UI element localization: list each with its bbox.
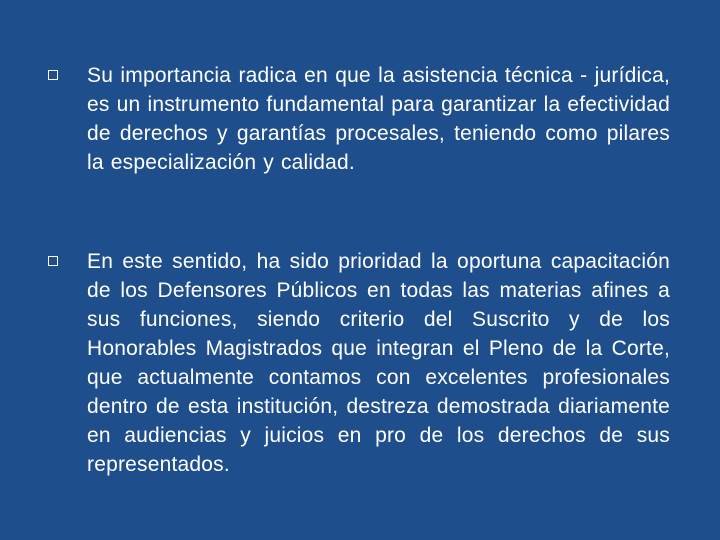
bullet-text: Su importancia radica en que la asistencia técnica - jurídica, es un instrumento fundamental para garantizar la efectividad de derechos y garantías procesales, teniendo como pilares la especialización y calidad. bbox=[87, 64, 670, 174]
square-bullet-icon bbox=[48, 256, 58, 266]
square-bullet-icon bbox=[48, 70, 58, 80]
bullet-item-importance bbox=[48, 61, 670, 177]
bullet-text: En este sentido, ha sido prioridad la oportuna capacitación de los Defensores Públicos en todas las materias afines a sus funciones, siendo criterio del Suscrito y de los Honorables Magistrados que integran el Pleno de la Corte, que actualmente contamos con excelentes profesionales dentro de esta institución, destreza demostrada diariamente en audiencias y juicios en pro de los derechos de sus representados. bbox=[87, 250, 670, 476]
bullet-item-training bbox=[48, 247, 670, 479]
